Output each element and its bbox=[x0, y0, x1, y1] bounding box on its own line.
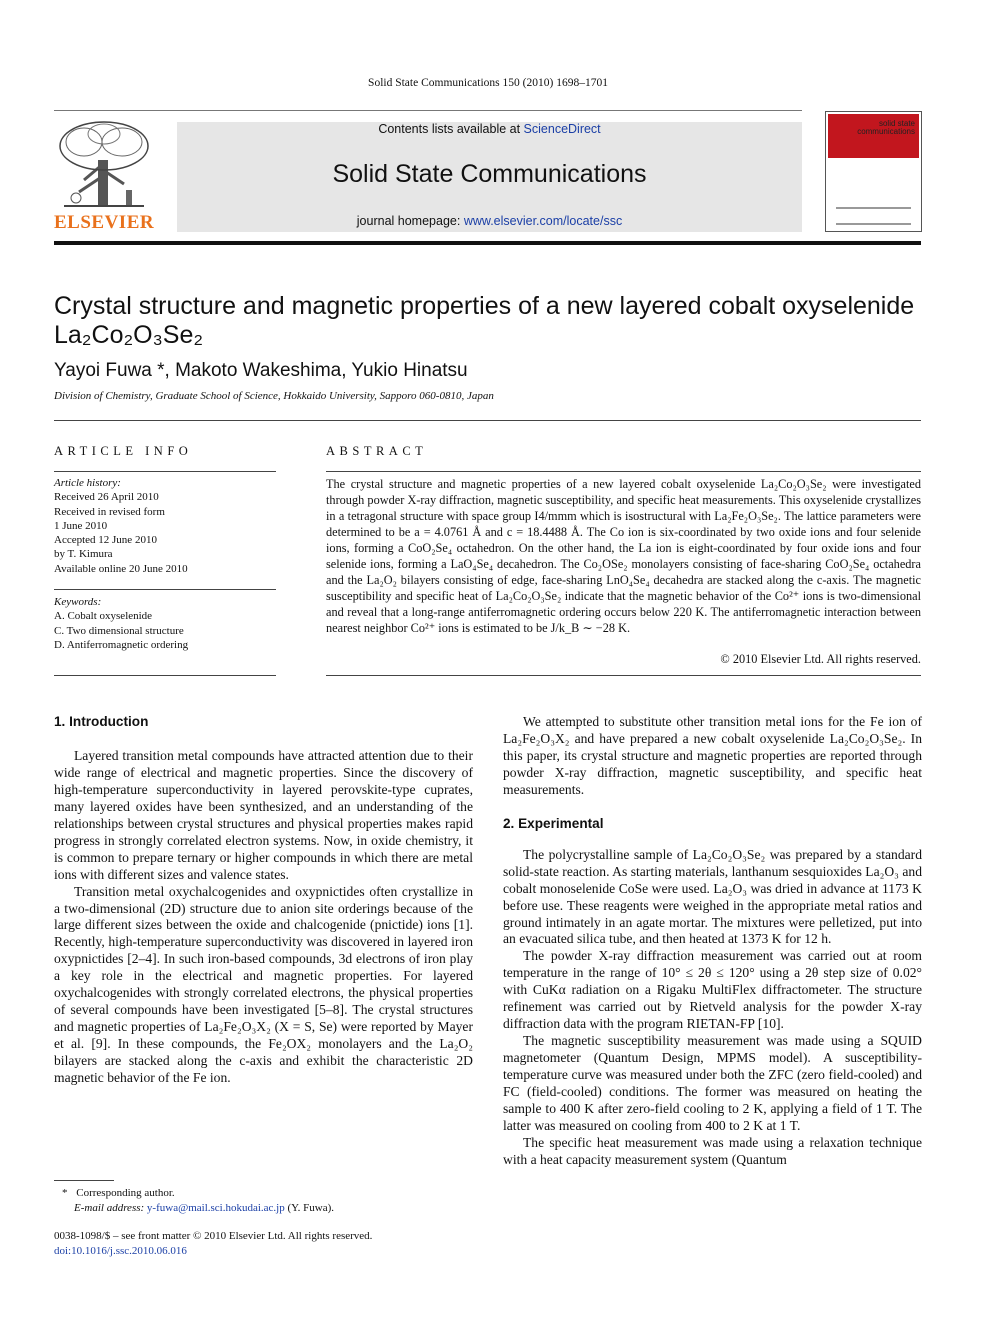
elsevier-wordmark: ELSEVIER bbox=[54, 212, 155, 233]
cover-footer-lines bbox=[836, 207, 911, 225]
abstract-heading: ABSTRACT bbox=[326, 444, 428, 458]
abstract-rule bbox=[326, 471, 921, 472]
section-heading-experimental: 2. Experimental bbox=[503, 815, 604, 831]
abstract-copyright: © 2010 Elsevier Ltd. All rights reserved. bbox=[720, 652, 921, 666]
article-title bbox=[54, 292, 934, 350]
issn-line: 0038-1098/$ – see front matter © 2010 Elsevier Ltd. All rights reserved. bbox=[54, 1230, 373, 1242]
section-heading-introduction: 1. Introduction bbox=[54, 714, 149, 729]
paragraph: The polycrystalline sample of La₂Co₂O₃Se₂ was prepared by a standard solid-state reaction. As starting materials, lanthanum sesquioxides La₂O₃ and cobalt monoselenide CoSe were used. La₂O₃ was dried in advance at 1173 K before use. These reagents were weighed in the appropriate metal ratios and ground intimately in an agate mortar. The mixtures were pelletized, put into an evacuated silica tube, and then heated at 1373 K for 12 h. bbox=[503, 846, 922, 947]
body-column-left bbox=[54, 714, 473, 1087]
cover-title: solid state communications bbox=[857, 119, 915, 136]
corresponding-author-note: Corresponding author. bbox=[76, 1187, 175, 1199]
keyword: A. Cobalt oxyselenide bbox=[54, 610, 153, 623]
history-line: Available online 20 June 2010 bbox=[54, 562, 188, 575]
tree-icon bbox=[54, 120, 154, 212]
history-line: Received in revised form bbox=[54, 505, 165, 518]
keywords-label: Keywords: bbox=[54, 596, 102, 608]
history-line: by T. Kimura bbox=[54, 548, 113, 561]
history-line: Accepted 12 June 2010 bbox=[54, 534, 157, 547]
paragraph: Transition metal oxychalcogenides and oxypnictides often crystallize in a two-dimensional (2D) structure due to anion site orderings because of the large different sizes between the oxide and chalcogenide (pnictide) ions [1]. Recently, high-temperature superconductivity was discovered in layered iron oxypnictides [2–4]. In such iron-based compounds, 3d electrons of iron play a key role in the electrical and magnetic properties. For layered oxychalcogenides with strongly correlated electrons, the physical properties of several compounds have been investigated [5–8]. The crystal structures and magnetic properties of La₂Fe₂O₃X₂ (X = S, Se) were reported by Mayer et al. [9]. In these compounds, the Fe₂OX₂ monolayers and the La₂O₂ bilayers are stacked along the c-axis and exhibit the characteristic 2D magnetic behavior of the Fe ion. bbox=[54, 883, 473, 1086]
abstract-text: The crystal structure and magnetic properties of a new layered cobalt oxyselenide La₂Co₂O₃Se₂ were investigated through powder X-ray diffraction, magnetic susceptibility, and specific heat measurements. This oxyselenide crystallizes in a tetragonal structure with space group I4/mmm which is isostructural with La₂Fe₂O₃Se₂. The lattice parameters were determined to be a = 4.0761 Å and c = 18.4488 Å. The Co ion is six-coordinated by two oxide ions and four selenide ions, forming a CoO₂Se₄ octahedron. On the other hand, the La ion is eight-coordinated by four oxide ions and four selenide ions, forming a LaO₄Se₄ decahedron. The Co₂OSe₂ monolayers consisting of face-sharing CoO₂Se₄ octahedra and the La₂O₂ bilayers consisting of edge, face-sharing LnO₄Se₄ decahedra are stacked along the c-axis. The magnetic susceptibility and specific heat of La₂Co₂O₃Se₂ indicate that the magnetic behavior of the Co²⁺ ions is two-dimensional and reveal that a long-range antiferromagnetic ordering occurs below 220 K. The antiferromagnetic interaction between nearest neighbor Co²⁺ ions is estimated to be J/k_B ∼ −28 K. bbox=[326, 477, 921, 636]
footnote bbox=[54, 1186, 473, 1216]
journal-title: Solid State Communications bbox=[332, 160, 647, 188]
paragraph: We attempted to substitute other transition metal ions for the Fe ion of La₂Fe₂O₃X₂ and have prepared a new cobalt oxyselenide La₂Co₂O₃Se₂. In this paper, its crystal structure and magnetic properties are reported through powder X-ray diffraction, magnetic susceptibility, and specific heat measurements. bbox=[503, 714, 922, 797]
author-list: Yayoi Fuwa *, Makoto Wakeshima, Yukio Hinatsu bbox=[54, 360, 468, 381]
doi-link[interactable]: doi:10.1016/j.ssc.2010.06.016 bbox=[54, 1245, 187, 1257]
footnote-star: * bbox=[62, 1187, 68, 1199]
email-label: E-mail address: bbox=[74, 1202, 147, 1214]
article-title-main: Crystal structure and magnetic properties of a new layered cobalt oxyselenide bbox=[54, 292, 915, 320]
homepage-line bbox=[177, 214, 802, 228]
section-rule bbox=[54, 420, 921, 421]
history-line: Received 26 April 2010 bbox=[54, 491, 159, 504]
article-title-formula: La₂Co₂O₃Se₂ bbox=[54, 321, 204, 349]
contents-line bbox=[177, 122, 802, 136]
keywords-rule bbox=[54, 589, 276, 590]
front-matter-lines bbox=[54, 1229, 654, 1259]
homepage-link[interactable]: www.elsevier.com/locate/ssc bbox=[463, 214, 623, 228]
paragraph: The specific heat measurement was made using a relaxation technique with a heat capacity measurement system (Quantum bbox=[503, 1134, 922, 1167]
body-column-right bbox=[503, 714, 922, 1169]
article-info-bottom-rule bbox=[54, 675, 276, 676]
email-suffix: (Y. Fuwa). bbox=[284, 1202, 335, 1214]
history-line: 1 June 2010 bbox=[54, 519, 108, 532]
article-info-heading: ARTICLE INFO bbox=[54, 444, 193, 458]
article-history bbox=[54, 476, 276, 576]
sciencedirect-link[interactable]: ScienceDirect bbox=[523, 122, 601, 136]
affiliation: Division of Chemistry, Graduate School of Science, Hokkaido University, Sapporo 060-0810, Japan bbox=[54, 390, 494, 402]
history-label: Article history: bbox=[54, 477, 121, 489]
email-link[interactable]: y-fuwa@mail.sci.hokudai.ac.jp bbox=[146, 1202, 285, 1214]
paragraph: The powder X-ray diffraction measurement was carried out at room temperature in the range of 10° ≤ 2θ ≤ 120° using a 2θ step size of 0.02° with CuKα radiation on a Rigaku MultiFlex diffractometer. The structure refinement was carried out by Rietveld analysis for the powder X-ray diffraction data with the program RIETAN-FP [10]. bbox=[503, 948, 922, 1032]
keyword: D. Antiferromagnetic ordering bbox=[54, 638, 189, 651]
header-rule bbox=[54, 110, 802, 111]
journal-cover-thumbnail bbox=[825, 111, 922, 232]
paragraph: Layered transition metal compounds have attracted attention due to their wide range of electrical and magnetic properties. Since the discovery of high-temperature superconductivity in layered perovskite-type cuprates, many layered oxides have been synthesized, and an understanding of the relationships between crystal structures and physical properties makes rapid progress in strongly correlated electron systems. Now, in oxide chemistry, it is common to prepare ternary or higher compounds in which there are metal ions with different sizes and valence states. bbox=[54, 747, 473, 882]
header-thick-rule bbox=[54, 241, 921, 245]
homepage-prefix: journal homepage: bbox=[356, 214, 464, 228]
keyword: C. Two dimensional structure bbox=[54, 624, 184, 637]
article-info-rule bbox=[54, 471, 276, 472]
keywords bbox=[54, 595, 276, 652]
contents-prefix: Contents lists available at bbox=[378, 122, 524, 136]
paragraph: The magnetic susceptibility measurement was made using a SQUID magnetometer (Quantum Design, MPMS model). A susceptibility-temperature curve was measured under both the ZFC (zero field-cooled) and FC (field-cooled) conditions. The former was measured on heating the sample to 400 K after zero-field cooling to 2 K, applying a field of 1 T. The latter was measured on cooling from 400 to 2 K at 1 T. bbox=[503, 1033, 922, 1133]
journal-citation-line: Solid State Communications 150 (2010) 1698–1701 bbox=[368, 77, 608, 89]
footnote-rule bbox=[54, 1180, 114, 1181]
abstract-bottom-rule bbox=[326, 675, 921, 676]
